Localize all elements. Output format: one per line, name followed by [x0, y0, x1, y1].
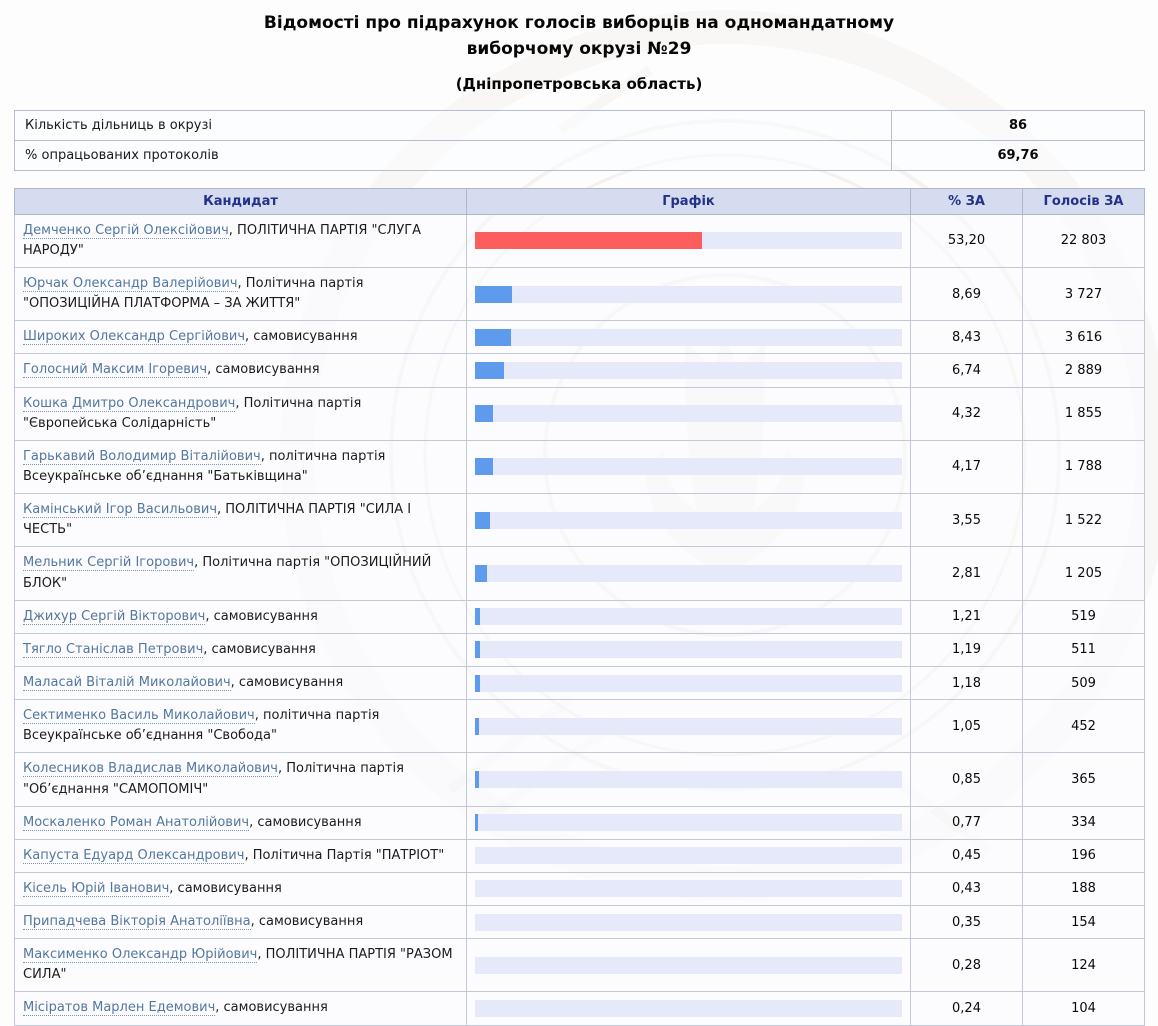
votes-value: 3 616	[1023, 321, 1145, 354]
candidate-cell	[15, 839, 467, 872]
candidate-link[interactable]: Максименко Олександр Юрійович	[23, 947, 258, 963]
candidate-affiliation: , політична партія Всеукраїнське об’єднання "Батьківщина"	[23, 448, 386, 484]
candidate-link[interactable]: Камінський Ігор Васильович	[23, 502, 218, 518]
candidate-affiliation: , Політична Партія "ПАТРІОТ"	[244, 847, 445, 863]
candidate-affiliation: , самовисування	[230, 674, 344, 690]
vote-bar-fill	[475, 718, 479, 735]
candidate-cell	[15, 700, 467, 753]
vote-bar-track	[475, 771, 902, 788]
vote-bar-track	[475, 880, 902, 897]
vote-bar-track	[475, 641, 902, 658]
votes-value: 196	[1023, 839, 1145, 872]
vote-bar-fill	[475, 675, 480, 692]
vote-bar-track	[475, 914, 902, 931]
percent-value: 8,43	[911, 321, 1023, 354]
candidate-affiliation: , Політична партія "Об’єднання "САМОПОМІЧ"	[23, 761, 404, 797]
percent-value: 0,28	[911, 939, 1023, 992]
summary-row	[15, 110, 1145, 140]
summary-table	[14, 110, 1145, 171]
vote-bar-track	[475, 362, 902, 379]
candidate-cell	[15, 806, 467, 839]
candidate-affiliation: , ПОЛІТИЧНА ПАРТІЯ "РАЗОМ СИЛА"	[23, 947, 453, 983]
page-subtitle: (Дніпропетровська область)	[455, 74, 703, 93]
summary-label: Кількість дільниць в окрузі	[15, 110, 892, 140]
graph-cell	[467, 321, 911, 354]
candidate-row	[15, 753, 1145, 806]
graph-cell	[467, 440, 911, 493]
vote-bar-track	[475, 565, 902, 582]
candidate-row	[15, 354, 1145, 387]
candidate-cell	[15, 214, 467, 267]
percent-value: 4,17	[911, 440, 1023, 493]
candidate-cell	[15, 494, 467, 547]
vote-bar-fill	[475, 458, 493, 475]
candidate-affiliation: , політична партія Всеукраїнське об’єднання "Свобода"	[23, 708, 380, 744]
graph-cell	[467, 214, 911, 267]
graph-cell	[467, 267, 911, 320]
candidate-affiliation: , самовисування	[203, 641, 316, 657]
candidate-cell	[15, 906, 467, 939]
vote-bar-fill	[475, 565, 487, 582]
graph-cell	[467, 547, 911, 600]
candidate-cell	[15, 440, 467, 493]
vote-bar-fill	[475, 232, 702, 249]
candidate-affiliation: , самовисування	[215, 1000, 328, 1016]
graph-cell	[467, 666, 911, 699]
candidate-link[interactable]: Юрчак Олександр Валерійович	[23, 275, 238, 291]
vote-bar-fill	[475, 329, 511, 346]
vote-bar-fill	[475, 362, 504, 379]
page	[0, 10, 1158, 1026]
candidate-cell	[15, 600, 467, 633]
percent-value: 0,43	[911, 872, 1023, 905]
results-header-row	[15, 188, 1145, 214]
candidate-row	[15, 839, 1145, 872]
candidate-cell	[15, 354, 467, 387]
header-votes: Голосів ЗА	[1023, 188, 1145, 214]
candidate-row	[15, 267, 1145, 320]
votes-value: 1 788	[1023, 440, 1145, 493]
vote-bar-track	[475, 847, 902, 864]
vote-bar-track	[475, 512, 902, 529]
graph-cell	[467, 494, 911, 547]
candidate-link[interactable]: Маласай Віталій Миколайович	[23, 674, 231, 690]
summary-value: 69,76	[892, 140, 1145, 170]
results-table	[14, 188, 1145, 1026]
percent-value: 1,05	[911, 700, 1023, 753]
candidate-link[interactable]: Демченко Сергій Олексійович	[23, 222, 229, 238]
votes-value: 154	[1023, 906, 1145, 939]
candidate-link[interactable]: Кошка Дмитро Олександрович	[23, 395, 236, 411]
candidate-link[interactable]: Джихур Сергій Вікторович	[23, 608, 206, 624]
votes-value: 509	[1023, 666, 1145, 699]
vote-bar-fill	[475, 814, 478, 831]
votes-value: 511	[1023, 633, 1145, 666]
percent-value: 8,69	[911, 267, 1023, 320]
percent-value: 6,74	[911, 354, 1023, 387]
votes-value: 22 803	[1023, 214, 1145, 267]
votes-value: 1 522	[1023, 494, 1145, 547]
summary-value: 86	[892, 110, 1145, 140]
candidate-row	[15, 387, 1145, 440]
votes-value: 334	[1023, 806, 1145, 839]
header-graph: Графік	[467, 188, 911, 214]
candidate-link[interactable]: Сектименко Василь Миколайович	[23, 708, 255, 724]
candidate-affiliation: , самовисування	[245, 329, 358, 345]
candidate-cell	[15, 633, 467, 666]
candidate-row	[15, 806, 1145, 839]
candidate-cell	[15, 267, 467, 320]
graph-cell	[467, 700, 911, 753]
candidate-row	[15, 872, 1145, 905]
vote-bar-fill	[475, 641, 480, 658]
votes-value: 188	[1023, 872, 1145, 905]
percent-value: 0,35	[911, 906, 1023, 939]
summary-label: % опрацьованих протоколів	[15, 140, 892, 170]
votes-value: 2 889	[1023, 354, 1145, 387]
candidate-affiliation: , Політична партія "Європейська Солідарність"	[23, 395, 362, 431]
graph-cell	[467, 354, 911, 387]
vote-bar-track	[475, 329, 902, 346]
candidate-link[interactable]: Гарькавий Володимир Віталійович	[23, 448, 261, 464]
candidate-link[interactable]: Місіратов Марлен Едемович	[23, 1000, 216, 1016]
vote-bar-fill	[475, 405, 493, 422]
vote-bar-track	[475, 405, 902, 422]
candidate-row	[15, 992, 1145, 1025]
candidate-cell	[15, 992, 467, 1025]
candidate-affiliation: , самовисування	[207, 362, 320, 378]
vote-bar-fill	[475, 771, 479, 788]
candidate-link[interactable]: Колесников Владислав Миколайович	[23, 761, 278, 777]
votes-value: 104	[1023, 992, 1145, 1025]
summary-row	[15, 140, 1145, 170]
candidate-link[interactable]: Широких Олександр Сергійович	[23, 329, 246, 345]
vote-bar-fill	[475, 286, 512, 303]
percent-value: 4,32	[911, 387, 1023, 440]
candidate-row	[15, 321, 1145, 354]
candidate-cell	[15, 872, 467, 905]
vote-bar-track	[475, 458, 902, 475]
graph-cell	[467, 906, 911, 939]
candidate-row	[15, 440, 1145, 493]
percent-value: 1,18	[911, 666, 1023, 699]
candidate-row	[15, 939, 1145, 992]
candidate-affiliation: , Політична партія "ОПОЗИЦІЙНИЙ БЛОК"	[23, 555, 432, 591]
candidate-row	[15, 906, 1145, 939]
percent-value: 0,85	[911, 753, 1023, 806]
header-candidate: Кандидат	[15, 188, 467, 214]
graph-cell	[467, 753, 911, 806]
candidate-row	[15, 600, 1145, 633]
candidate-link[interactable]: Москаленко Роман Анатолійович	[23, 814, 250, 830]
votes-value: 365	[1023, 753, 1145, 806]
page-title: Відомості про підрахунок голосів виборців на одномандатному виборчому окрузі №29	[263, 13, 895, 60]
vote-bar-track	[475, 1000, 902, 1017]
candidate-cell	[15, 939, 467, 992]
candidate-affiliation: , самовисування	[205, 608, 318, 624]
vote-bar-track	[475, 675, 902, 692]
candidate-cell	[15, 753, 467, 806]
vote-bar-track	[475, 286, 902, 303]
percent-value: 0,45	[911, 839, 1023, 872]
candidate-cell	[15, 547, 467, 600]
votes-value: 1 205	[1023, 547, 1145, 600]
candidate-link[interactable]: Припадчева Вікторія Анатоліївна	[23, 914, 251, 930]
vote-bar-track	[475, 814, 902, 831]
percent-value: 1,19	[911, 633, 1023, 666]
graph-cell	[467, 633, 911, 666]
candidate-link[interactable]: Мельник Сергій Ігорович	[23, 555, 195, 571]
graph-cell	[467, 992, 911, 1025]
candidate-link[interactable]: Тягло Станіслав Петрович	[23, 641, 204, 657]
candidate-affiliation: , ПОЛІТИЧНА ПАРТІЯ "СИЛА І ЧЕСТЬ"	[23, 502, 412, 538]
graph-cell	[467, 806, 911, 839]
candidate-affiliation: , самовисування	[169, 880, 282, 896]
percent-value: 2,81	[911, 547, 1023, 600]
graph-cell	[467, 872, 911, 905]
graph-cell	[467, 600, 911, 633]
percent-value: 0,77	[911, 806, 1023, 839]
candidate-row	[15, 700, 1145, 753]
vote-bar-track	[475, 608, 902, 625]
candidate-row	[15, 494, 1145, 547]
vote-bar-track	[475, 957, 902, 974]
votes-value: 1 855	[1023, 387, 1145, 440]
votes-value: 124	[1023, 939, 1145, 992]
candidate-link[interactable]: Капуста Едуард Олександрович	[23, 847, 245, 863]
candidate-cell	[15, 666, 467, 699]
candidate-affiliation: , самовисування	[250, 914, 364, 930]
candidate-cell	[15, 387, 467, 440]
candidate-affiliation: , ПОЛІТИЧНА ПАРТІЯ "СЛУГА НАРОДУ"	[23, 222, 422, 258]
candidate-cell	[15, 321, 467, 354]
votes-value: 3 727	[1023, 267, 1145, 320]
candidate-row	[15, 547, 1145, 600]
percent-value: 53,20	[911, 214, 1023, 267]
candidate-affiliation: , самовисування	[249, 814, 362, 830]
votes-value: 452	[1023, 700, 1145, 753]
percent-value: 3,55	[911, 494, 1023, 547]
graph-cell	[467, 939, 911, 992]
graph-cell	[467, 839, 911, 872]
candidate-link[interactable]: Голосний Максим Ігоревич	[23, 362, 208, 378]
percent-value: 0,24	[911, 992, 1023, 1025]
candidate-row	[15, 214, 1145, 267]
votes-value: 519	[1023, 600, 1145, 633]
vote-bar-fill	[475, 512, 490, 529]
graph-cell	[467, 387, 911, 440]
header-percent: % ЗА	[911, 188, 1023, 214]
vote-bar-track	[475, 718, 902, 735]
percent-value: 1,21	[911, 600, 1023, 633]
vote-bar-fill	[475, 608, 480, 625]
candidate-row	[15, 666, 1145, 699]
candidate-affiliation: , Політична партія "ОПОЗИЦІЙНА ПЛАТФОРМА – ЗА ЖИТТЯ"	[23, 275, 364, 312]
candidate-link[interactable]: Кісель Юрій Іванович	[23, 880, 170, 896]
candidate-row	[15, 633, 1145, 666]
vote-bar-track	[475, 232, 902, 249]
